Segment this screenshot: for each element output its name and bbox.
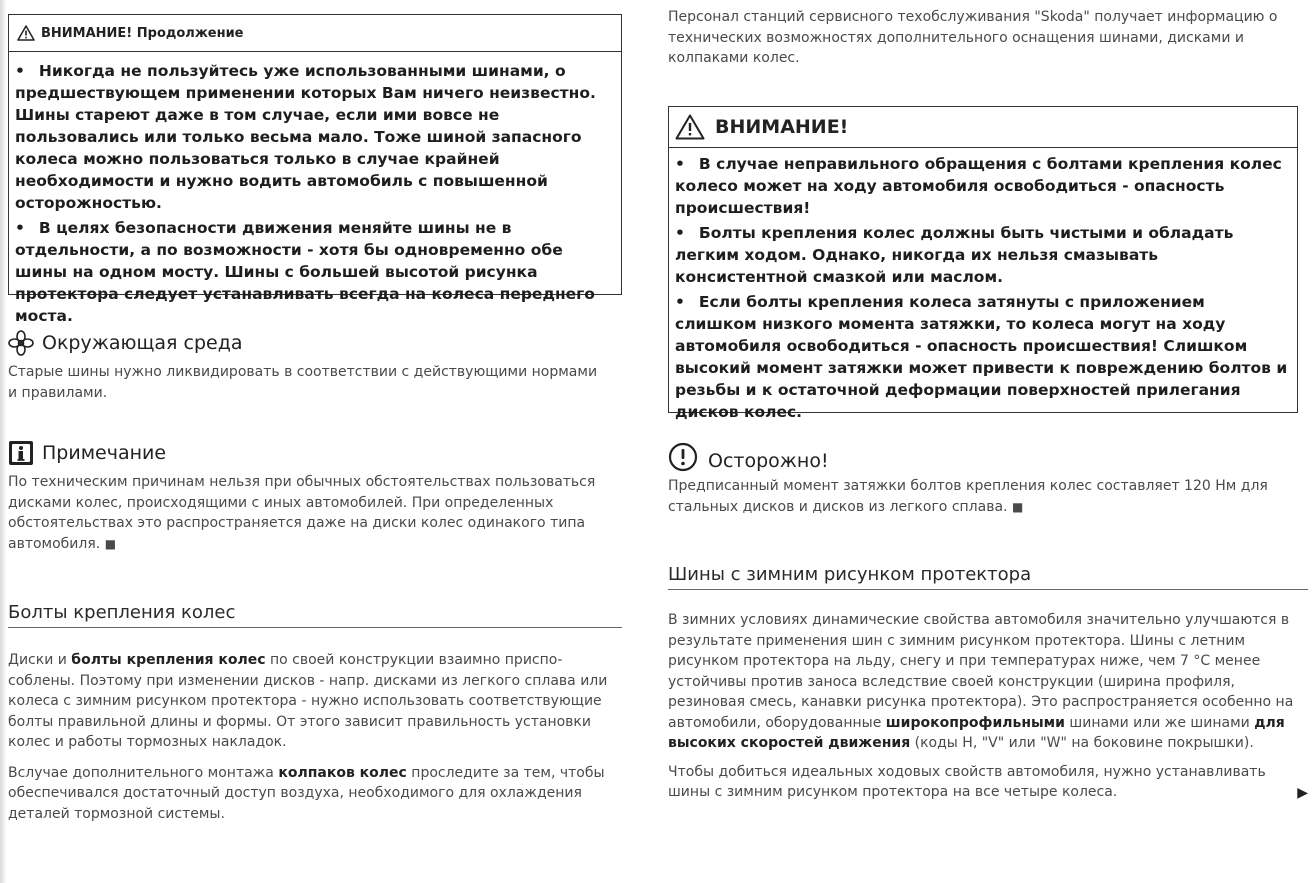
warning-continued-body	[9, 52, 621, 336]
end-mark: ■	[104, 536, 117, 551]
intro-text: Персонал станций сервисного техобслуживания "Skoda" получает информацию о технических возможностях дополнительного оснащения шинами, дисками и колпаками колес.	[668, 9, 1278, 66]
continue-arrow-icon: ▶	[1297, 784, 1308, 801]
warning-body	[669, 148, 1297, 432]
wheel-bolts-paragraph-1: Диски и болты крепления колес по своей конструкции взаимно приспо-соблены. Поэтому при изменении дисков - напр. дисками из легкого сплава или колеса с зимним рисунком протектора - нужно использовать соответствующие болты правильной длины и формы. От этого зависит правильность установки колес и работы тормозных накладок.	[8, 652, 608, 750]
warning-bullet: • Никогда не пользуйтесь уже использованными шинами, о предшествующем применении которых Вам ничего неизвестно. Шины стареют даже в том случае, если ими вовсе не пользовались или только весьма мало. Тоже шиной запасного колеса можно пользоваться только в случае крайней необходимости и нужно водить автомобиль с повышенной осторожностью.	[15, 62, 596, 212]
winter-tires-heading: Шины с зимним рисунком протектора	[668, 564, 1308, 590]
warning-bullet: • Если болты крепления колеса затянуты с приложением слишком низкого момента затяжки, то колеса могут на ходу автомобиля освободиться - опасность происшествия! Слишком высокий момент затяжки может привести к повреждению болтов и резьбы и к остаточной деформации поверхностей прилегания дисков колес.	[675, 293, 1288, 421]
info-icon	[8, 440, 34, 466]
winter-tires-paragraph-1: В зимних условиях динамические свойства автомобиля значительно улучшаются в результате применения шин с зимним рисунком протектора. Шины с летним рисунком протектора на льду, снегу и при температурах ниже, чем 7 °C менее устойчивы против заноса вследствие своей конструкции (ширина профиля, резиновая смесь, канавки рисунка протектора). Это распространяется особенно на автомобили, оборудованные широкопрофильными шинами или же шинами для высоких скоростей движения (коды H, "V" или "W" на боковине покрышки).	[668, 612, 1294, 751]
environment-title: Окружающая среда	[42, 332, 243, 354]
flower-icon	[8, 330, 34, 356]
warning-header	[669, 107, 1297, 147]
warning-triangle-icon	[675, 114, 705, 140]
winter-tires-section	[668, 564, 1308, 803]
warning-bullet: • В целях безопасности движения меняйте шины не в отдельности, а по возможности - хотя бы одновременно обе шины на одном мосту. Шины с большей высотой рисунка протектора следует устанавливать всегда на колеса переднего моста.	[15, 219, 595, 325]
environment-section	[8, 330, 608, 403]
caution-section	[668, 442, 1298, 517]
caution-title: Осторожно!	[708, 450, 829, 472]
end-mark: ■	[1011, 499, 1024, 514]
warning-triangle-icon	[17, 25, 35, 41]
note-text: По техническим причинам нельзя при обычных обстоятельствах пользоваться дисками колес, происходящими с иных автомобилей. При определенных обстоятельствах это распространяется даже на диски колес одинакого типа автомобиля. ■	[8, 474, 596, 552]
note-title: Примечание	[42, 442, 167, 464]
warning-bullet: • Болты крепления колес должны быть чистыми и обладать легким ходом. Однако, никогда их нельзя смазывать консистентной смазкой или маслом.	[675, 224, 1234, 286]
warning-continued-box	[8, 14, 622, 325]
environment-text: Старые шины нужно ликвидировать в соответствии с действующими нормами и правилами.	[8, 364, 598, 401]
winter-tires-paragraph-2: Чтобы добиться идеальных ходовых свойств автомобиля, нужно устанавливать шины с зимним рисунком протектора на все четыре колеса.	[668, 763, 1266, 800]
warning-continued-header	[9, 15, 621, 52]
wheel-bolts-paragraph-2: Вслучае дополнительного монтажа колпаков колес проследите за тем, чтобы обеспечивался достаточный доступ воздуха, необходимого для охлаждения деталей тормозной системы.	[8, 764, 605, 822]
page-spine-shadow	[0, 0, 7, 883]
warning-bullet: • В случае неправильного обращения с болтами крепления колес колесо может на ходу автомобиля освободиться - опасность происшествия!	[675, 155, 1282, 217]
warning-box	[668, 106, 1298, 421]
note-section	[8, 440, 613, 554]
warning-continued-title: ВНИМАНИЕ! Продолжение	[41, 25, 244, 41]
caution-text: Предписанный момент затяжки болтов крепления колес составляет 120 Нм для стальных дисков и дисков из легкого сплава. ■	[668, 478, 1268, 515]
wheel-bolts-heading: Болты крепления колес	[8, 602, 622, 628]
exclamation-circle-icon	[668, 442, 698, 472]
wheel-bolts-section	[8, 602, 622, 824]
warning-title: ВНИМАНИЕ!	[715, 116, 849, 138]
